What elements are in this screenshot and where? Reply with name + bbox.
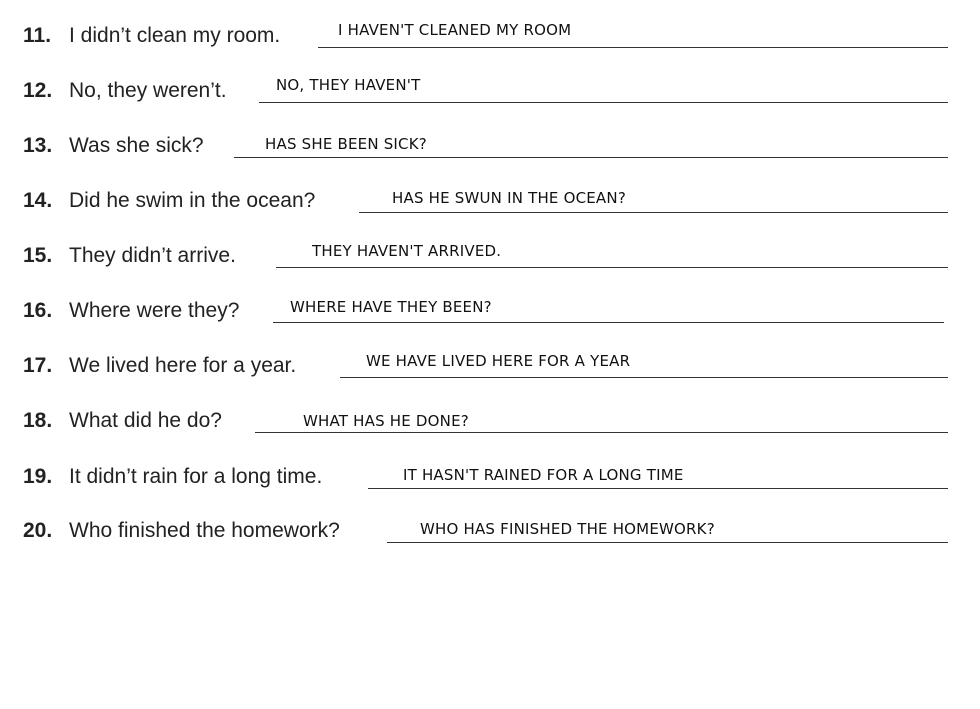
answer-line xyxy=(255,432,948,433)
question-number: 12. xyxy=(23,79,53,102)
answer-line xyxy=(234,157,948,158)
question-number: 17. xyxy=(23,354,53,377)
answer-line xyxy=(273,322,944,323)
answer-line xyxy=(359,212,948,213)
answer-line xyxy=(387,542,948,543)
question-17 xyxy=(0,353,980,393)
question-prompt: Did he swim in the ocean? xyxy=(69,189,316,212)
answer-text[interactable]: WHERE HAVE THEY BEEN? xyxy=(290,298,492,316)
answer-text[interactable]: THEY HAVEN'T ARRIVED. xyxy=(312,242,502,260)
question-18 xyxy=(0,408,980,448)
question-number: 15. xyxy=(23,244,53,267)
answer-text[interactable]: I HAVEN'T CLEANED MY ROOM xyxy=(338,21,572,39)
question-16 xyxy=(0,298,980,338)
answer-text[interactable]: WHAT HAS HE DONE? xyxy=(303,412,469,430)
question-prompt: We lived here for a year. xyxy=(69,354,297,377)
question-prompt: They didn’t arrive. xyxy=(69,244,236,267)
question-15 xyxy=(0,243,980,283)
question-12 xyxy=(0,78,980,118)
answer-text[interactable]: HAS HE SWUN IN THE OCEAN? xyxy=(392,189,626,207)
answer-text[interactable]: IT HASN'T RAINED FOR A LONG TIME xyxy=(403,466,684,484)
question-number: 11. xyxy=(23,24,52,47)
question-prompt: Was she sick? xyxy=(69,134,204,157)
question-prompt: What did he do? xyxy=(69,409,222,432)
question-prompt: It didn’t rain for a long time. xyxy=(69,465,323,488)
question-number: 14. xyxy=(23,189,53,212)
question-14 xyxy=(0,188,980,228)
answer-text[interactable]: HAS SHE BEEN SICK? xyxy=(265,135,427,153)
question-19 xyxy=(0,464,980,504)
answer-line xyxy=(318,47,948,48)
question-number: 13. xyxy=(23,134,53,157)
answer-line xyxy=(276,267,948,268)
question-prompt: Where were they? xyxy=(69,299,240,322)
question-13 xyxy=(0,133,980,173)
question-number: 19. xyxy=(23,465,53,488)
question-number: 16. xyxy=(23,299,53,322)
answer-text[interactable]: NO, THEY HAVEN'T xyxy=(276,76,421,94)
answer-line xyxy=(259,102,948,103)
answer-line xyxy=(368,488,948,489)
question-number: 20. xyxy=(23,519,53,542)
answer-text[interactable]: WHO HAS FINISHED THE HOMEWORK? xyxy=(420,520,715,538)
question-prompt: I didn’t clean my room. xyxy=(69,24,281,47)
question-11 xyxy=(0,23,980,63)
question-number: 18. xyxy=(23,409,53,432)
question-prompt: Who finished the homework? xyxy=(69,519,340,542)
answer-text[interactable]: WE HAVE LIVED HERE FOR A YEAR xyxy=(366,352,631,370)
question-20 xyxy=(0,518,980,558)
answer-line xyxy=(340,377,948,378)
question-prompt: No, they weren’t. xyxy=(69,79,227,102)
